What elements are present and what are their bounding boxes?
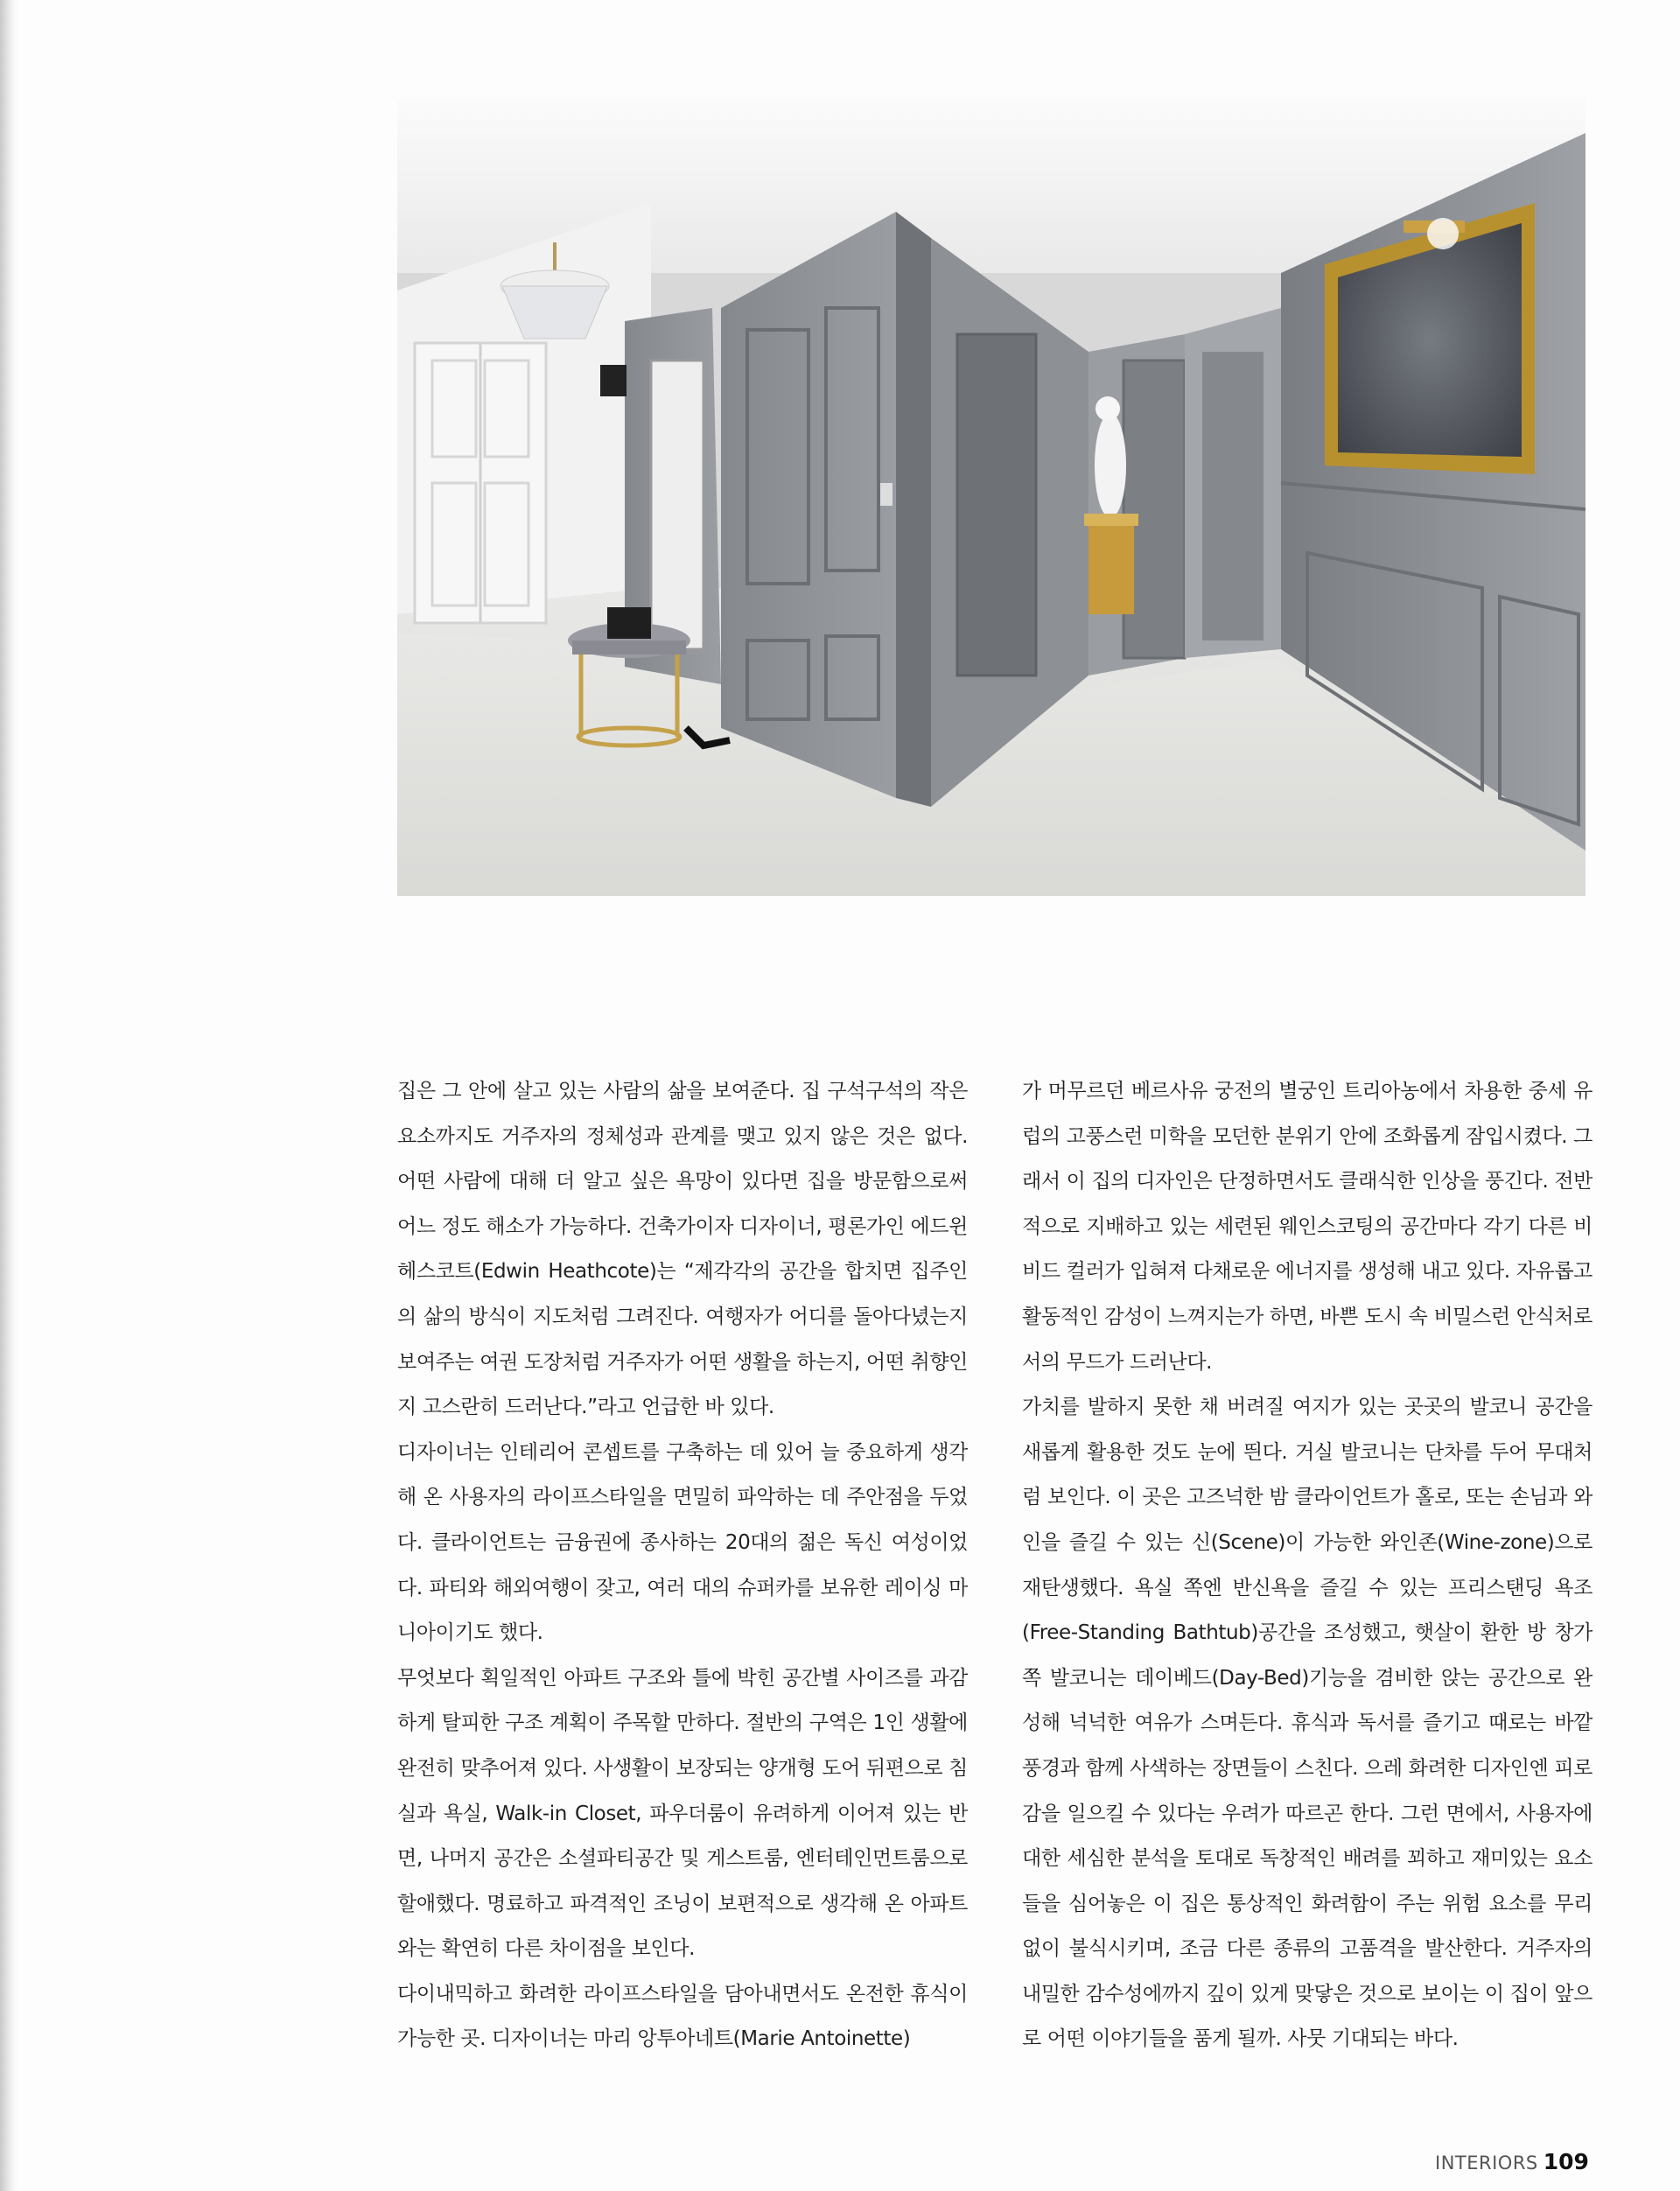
- paragraph: 집은 그 안에 살고 있는 사람의 삶을 보여준다. 집 구석구석의 작은 요소까지도 거주자의 정체성과 관계를 맺고 있지 않은 것은 없다. 어떤 사람에 대해 더 알고 싶은 욕망이 있다면 집을 방문함으로써 어느 정도 해소가 가능하다. 건축가이자 디자이너, 평론가인 에드윈 헤스코트(Edwin Heathcote)는 “제각각의 공간을 합치면 집주인의 삶의 방식이 지도처럼 그려진다. 여행자가 어디를 돌아다녔는지 보여주는 여권 도장처럼 거주자가 어떤 생활을 하는지, 어떤 취향인지 고스란히 드러난다.”라고 언급한 바 있다.: [397, 1080, 968, 1419]
- paragraph: 가 머무르던 베르사유 궁전의 별궁인 트리아농에서 차용한 중세 유럽의 고풍스런 미학을 모던한 분위기 안에 조화롭게 잠입시켰다. 그래서 이 집의 디자인은 단정하면서도 클래식한 인상을 풍긴다. 전반적으로 지배하고 있는 세련된 웨인스코팅의 공간마다 각기 다른 비비드 컬러가 입혀져 다채로운 에너지를 생성해 내고 있다. 자유롭고 활동적인 감성이 느껴지는가 하면, 바쁜 도시 속 비밀스런 안식처로서의 무드가 드러난다.: [1022, 1080, 1592, 1374]
- paragraph: 다이내믹하고 화려한 라이프스타일을 담아내면서도 온전한 휴식이 가능한 곳. 디자이너는 마리 앙투아네트(Marie Antoinette): [397, 1982, 968, 2051]
- page-folio: [1435, 2149, 1589, 2174]
- page-number: 109: [1543, 2149, 1589, 2174]
- magazine-name: INTERIORS: [1435, 2152, 1538, 2174]
- text-column-left: [397, 1069, 968, 2062]
- paragraph: 가치를 발하지 못한 채 버려질 여지가 있는 곳곳의 발코니 공간을 새롭게 활용한 것도 눈에 띈다. 거실 발코니는 단차를 두어 무대처럼 보인다. 이 곳은 고즈넉한 밤 클라이언트가 홀로, 또는 손님과 와인을 즐길 수 있는 신(Scene)이 가능한 와인존(Wine-zone)으로 재탄생했다. 욕실 쪽엔 반신욕을 즐길 수 있는 프리스탠딩 욕조(Free-Standing Bathtub)공간을 조성했고, 햇살이 환한 방 창가 쪽 발코니는 데이베드(Day-Bed)기능을 겸비한 앉는 공간으로 완성해 넉넉한 여유가 스며든다. 휴식과 독서를 즐기고 때로는 바깥 풍경과 함께 사색하는 장면들이 스친다. 으레 화려한 디자인엔 피로감을 일으킬 수 있다는 우려가 따르곤 한다. 그런 면에서, 사용자에 대한 세심한 분석을 토대로 독창적인 배려를 꾀하고 재미있는 요소들을 심어놓은 이 집은 통상적인 화려함이 주는 위험 요소를 무리 없이 불식시키며, 조금 다른 종류의 고품격을 발산한다. 거주자의 내밀한 감수성에까지 깊이 있게 맞닿은 것으로 보이는 이 집이 앞으로 어떤 이야기들을 품게 될까. 사뭇 기대되는 바다.: [1022, 1396, 1592, 2051]
- page-binding-edge: [0, 0, 18, 2191]
- paragraph: 무엇보다 획일적인 아파트 구조와 틀에 박힌 공간별 사이즈를 과감하게 탈피한 구조 계획이 주목할 만하다. 절반의 구역은 1인 생활에 완전히 맞추어져 있다. 사생활이 보장되는 양개형 도어 뒤편으로 침실과 욕실, Walk-in Closet, 파우더룸이 유려하게 이어져 있는 반면, 나머지 공간은 소셜파티공간 및 게스트룸, 엔터테인먼트룸으로 할애했다. 명료하고 파격적인 조닝이 보편적으로 생각해 온 아파트와는 확연히 다른 차이점을 보인다.: [397, 1666, 968, 1961]
- text-column-right: [1022, 1069, 1592, 2062]
- photo-illustration: [397, 98, 1586, 896]
- paragraph: 디자이너는 인테리어 콘셉트를 구축하는 데 있어 늘 중요하게 생각해 온 사용자의 라이프스타일을 면밀히 파악하는 데 주안점을 두었다. 클라이언트는 금융권에 종사하는 20대의 젊은 독신 여성이었다. 파티와 해외여행이 잦고, 여러 대의 슈퍼카를 보유한 레이싱 마니아이기도 했다.: [397, 1440, 968, 1645]
- hallway-interior-photo: [397, 98, 1586, 896]
